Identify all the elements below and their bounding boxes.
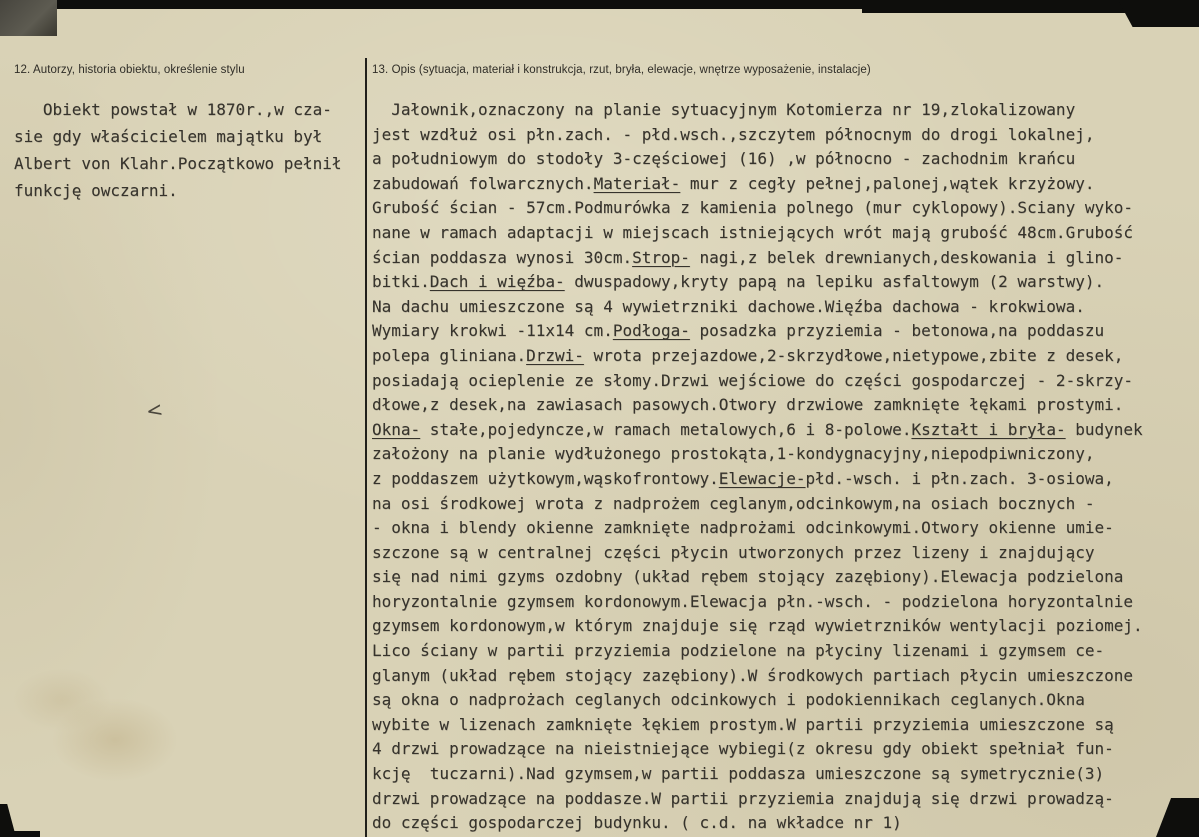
text-line [372,319,1192,344]
text-line [372,467,1192,492]
section-12-text [14,96,362,204]
text-segment: drzwi prowadzące na poddasze.W partii przyziemia znajdują się drzwi prowadzą- [372,788,1114,808]
text-segment: z poddaszem użytkowym,wąskofrontowy. [372,468,719,488]
text-line [372,196,1192,221]
text-segment: budynek [1065,419,1143,439]
text-line [14,123,362,150]
text-segment: do części gospodarczej budynku. ( c.d. na wkładce nr 1) [372,813,902,833]
text-segment: szczone są w centralnej części płycin utworzonych przez lizeny i znajdujący [372,542,1095,562]
text-line [372,737,1192,762]
text-segment: polepa gliniana. [372,345,527,365]
underlined-term: Strop- [632,247,690,267]
text-segment: wrota przejazdowe,2-skrzydłowe,nietypowe,zbite z desek, [583,345,1124,365]
text-line [372,664,1192,689]
text-line [372,590,1192,615]
text-line [372,172,1192,197]
text-line [372,98,1192,123]
text-segment: a południowym do stodoły 3-częściowej (16) ,w północno - zachodnim krańcu [372,149,1076,169]
scan-corner-top-right [1118,0,1199,27]
text-line [372,418,1192,443]
text-segment: kcję tuczarni).Nad gzymsem,w partii poddasza umieszczone są symetrycznie(3) [372,764,1105,784]
scan-corner-bottom-left-strip [0,831,40,837]
text-segment: bitki. [372,272,430,292]
text-line [372,811,1192,836]
text-line [372,614,1192,639]
text-segment: dwuspadowy,kryty papą na lepiku asfaltowym (2 warstwy). [564,272,1105,292]
text-line [372,393,1192,418]
text-line [372,246,1192,271]
text-segment: horyzontalnie gzymsem kordonowym.Elewacja płn.-wsch. - podzielona horyzontalnie [372,591,1133,611]
text-segment: zabudowań folwarcznych. [372,173,594,193]
text-line [372,221,1192,246]
stray-pencil-mark: < [144,396,165,424]
text-line [14,177,362,204]
text-line [372,688,1192,713]
text-line [372,762,1192,787]
underlined-term: Podłoga- [612,321,690,341]
text-segment: funkcję owczarni. [14,181,178,200]
text-segment: Grubość ścian - 57cm.Podmurówka z kamienia polnego (mur cyklopowy).Sciany wyko- [372,198,1133,218]
column-divider [365,58,367,837]
scan-corner-top-left [0,0,57,36]
text-segment: wybite w lizenach zamknięte łękiem prostym.W partii przyziemia umieszczone są [372,714,1114,734]
text-segment: - okna i blendy okienne zamknięte nadprożami odcinkowymi.Otwory okienne umie- [372,518,1114,538]
section-13-header: 13. Opis (sytuacja, materiał i konstrukcja, rzut, bryła, elewacje, wnętrze wyposażenie, instalacje) [372,64,871,76]
text-segment: sie gdy właścicielem majątku był [14,127,323,146]
text-segment: płd.-wsch. i płn.zach. 3-osiowa, [805,468,1114,488]
underlined-term: Elewacje- [718,468,806,488]
text-segment: stałe,pojedyncze,w ramach metalowych,6 i 8-polowe. [420,419,912,439]
text-line [14,150,362,177]
text-segment: na osi środkowej wrota z nadprożem ceglanym,odcinkowym,na osiach bocznych - [372,493,1095,513]
underlined-term: Materiał- [593,173,681,193]
text-segment: dłowe,z desek,na zawiasach pasowych.Otwory drzwiowe zamknięte łękami prostymi. [372,395,1124,415]
text-line [372,565,1192,590]
underlined-term: Drzwi- [526,345,584,365]
text-segment: Na dachu umieszczone są 4 wywietrzniki dachowe.Więźba dachowa - krokwiowa. [372,296,1085,316]
text-segment: posadzka przyziemia - betonowa,na poddaszu [689,321,1105,341]
text-segment: mur z cegły pełnej,palonej,wątek krzyżowy. [680,173,1095,193]
underlined-term: Dach i więźba- [429,272,565,292]
text-segment: są okna o nadprożach ceglanych odcinkowych i podokiennikach ceglanych.Okna [372,690,1085,710]
text-line [372,541,1192,566]
text-segment: założony na planie wydłużonego prostokąta,1-kondygnacyjny,niepodpiwniczony, [372,444,1095,464]
text-line [372,492,1192,517]
text-segment: Lico ściany w partii przyziemia podzielone na płyciny lizenami i gzymsem ce- [372,641,1105,661]
text-line [372,639,1192,664]
text-line [372,270,1192,295]
text-segment: Albert von Klahr.Początkowo pełnił [14,154,342,173]
text-segment: glanym (układ rębem stojący zazębiony).W środkowych partiach płycin umieszczone [372,665,1133,685]
text-line [372,147,1192,172]
text-segment: gzymsem kordonowym,w którym znajduje się rząd wywietrzników wentylacji poziomej. [372,616,1143,636]
text-segment: jest wzdłuż osi płn.zach. - płd.wsch.,szczytem północnym do drogi lokalnej, [372,124,1095,144]
text-segment: posiadają ocieplenie ze słomy.Drzwi wejściowe do części gospodarczej - 2-skrzy- [372,370,1133,390]
text-line [372,123,1192,148]
text-segment: Jałownik,oznaczony na planie sytuacyjnym Kotomierza nr 19,zlokalizowany [372,100,1076,119]
text-segment: ścian poddasza wynosi 30cm. [372,247,633,267]
text-line [372,713,1192,738]
underlined-term: Okna- [372,419,421,439]
section-13-text [372,98,1192,836]
text-line [372,295,1192,320]
text-segment: nagi,z belek drewnianych,deskowania i glino- [689,247,1124,267]
text-line [372,344,1192,369]
text-segment: Wymiary krokwi -11x14 cm. [372,321,613,341]
text-segment: 4 drzwi prowadzące na nieistniejące wybiegi(z okresu gdy obiekt spełniał fun- [372,739,1114,759]
text-line [14,96,362,123]
text-line [372,369,1192,394]
text-line [372,442,1192,467]
section-12-header: 12. Autorzy, historia obiektu, określenie stylu [14,64,245,76]
text-segment: Obiekt powstał w 1870r.,w cza- [14,100,332,119]
text-line [372,787,1192,812]
text-line [372,516,1192,541]
text-segment: nane w ramach adaptacji w miejscach istniejących wrót mają grubość 48cm.Grubość [372,222,1133,242]
text-segment: się nad nimi gzyms ozdobny (układ rębem stojący zazębiony).Elewacja podzielona [372,567,1124,587]
underlined-term: Kształt i bryła- [911,419,1066,439]
